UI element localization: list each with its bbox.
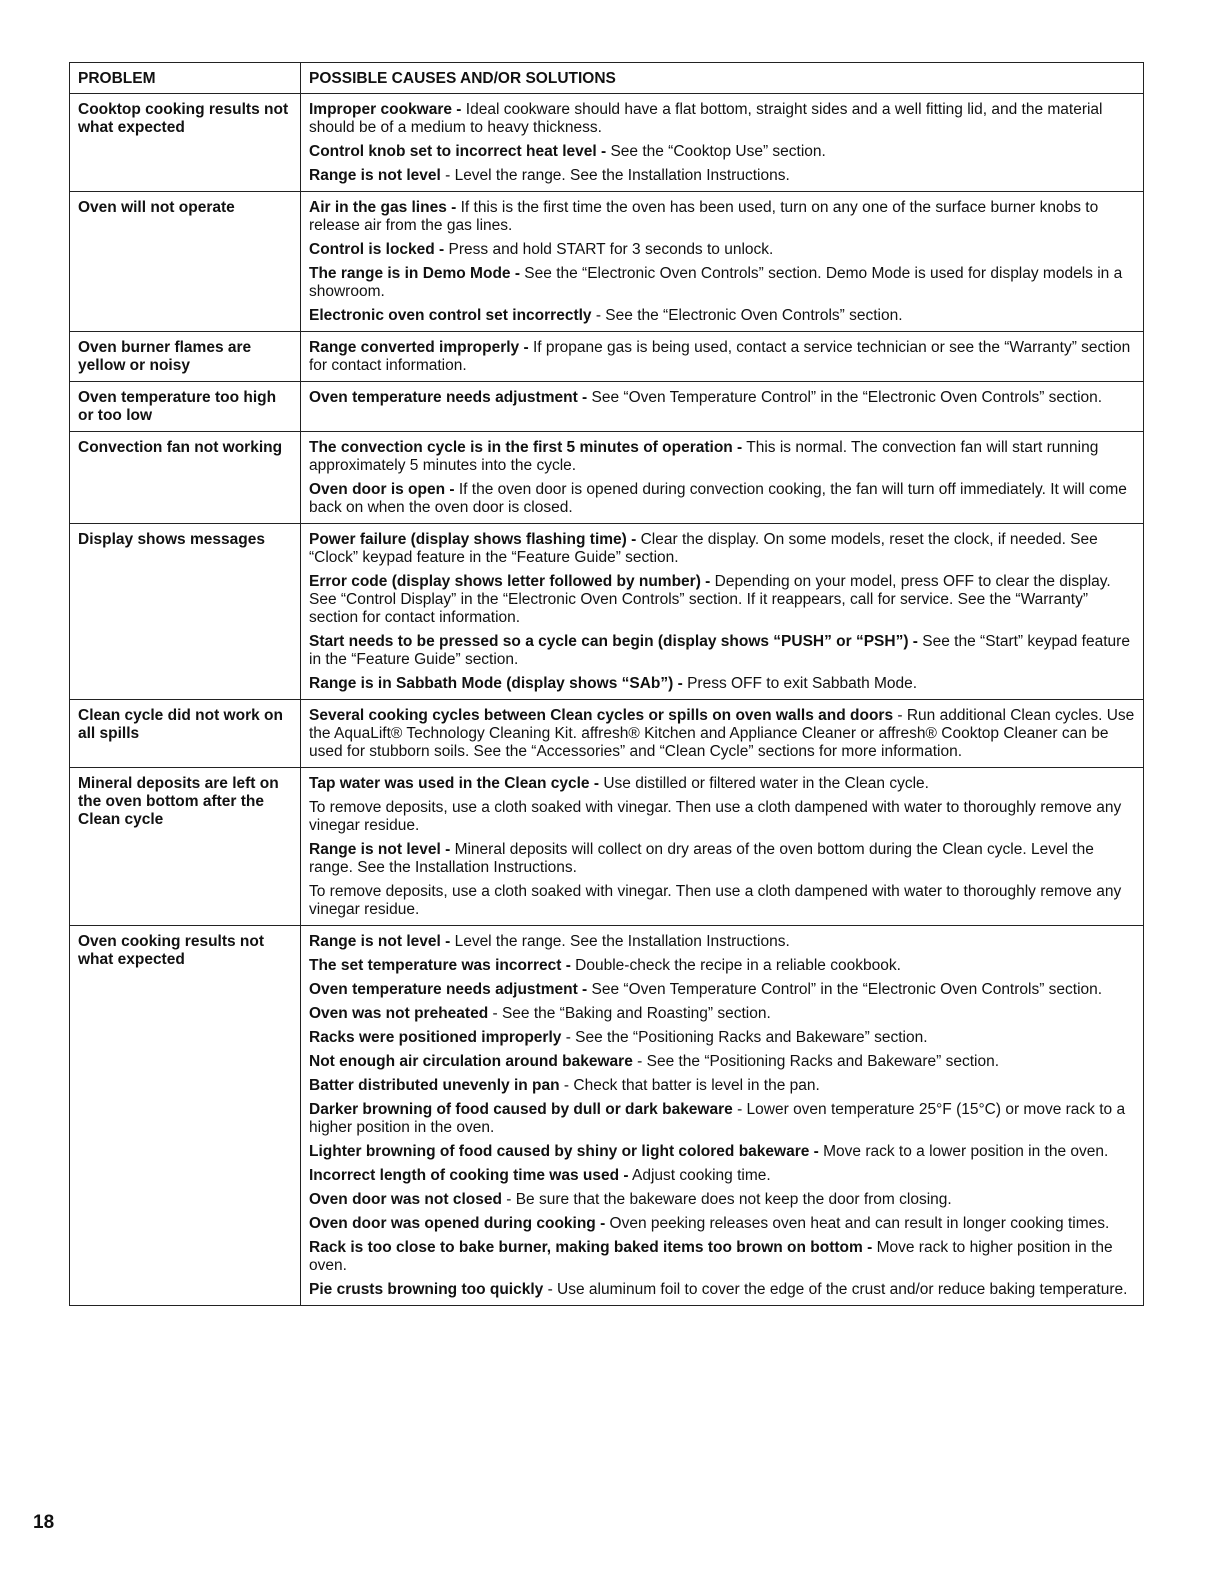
problem-cell: Convection fan not working <box>70 432 301 524</box>
table-row <box>70 382 1144 432</box>
solution-item <box>309 1281 1135 1299</box>
solution-text: If this is the first time the oven has been used, turn on any one of the surface burner knobs to release air from the gas lines. <box>309 199 1099 234</box>
solution-cause: The convection cycle is in the first 5 minutes of operation - <box>309 439 743 456</box>
solution-text: - See the “Baking and Roasting” section. <box>488 1005 771 1022</box>
solution-text: Use distilled or filtered water in the Clean cycle. <box>599 775 929 792</box>
solution-text: - Check that batter is level in the pan. <box>559 1077 820 1094</box>
solution-text: Adjust cooking time. <box>628 1167 771 1184</box>
solution-text: This is normal. The convection fan will start running approximately 5 minutes into the cycle. <box>309 439 1099 474</box>
solution-text: - See the “Positioning Racks and Bakeware” section. <box>632 1053 1000 1070</box>
solution-text: If the oven door is opened during convection cooking, the fan will turn off immediately. It will come back on when the oven door is closed. <box>309 481 1127 516</box>
solution-item <box>309 265 1135 301</box>
solution-item <box>309 167 1135 185</box>
solutions-cell <box>301 768 1144 926</box>
solution-text: Move rack to higher position in the oven. <box>309 1239 1113 1274</box>
solution-item <box>309 439 1135 475</box>
solution-item <box>309 1143 1135 1161</box>
solution-cause: The range is in Demo Mode - <box>309 265 520 282</box>
solution-item <box>309 143 1135 161</box>
solution-item <box>309 1191 1135 1209</box>
table-header-row <box>70 63 1144 94</box>
solution-item <box>309 199 1135 235</box>
solutions-cell <box>301 382 1144 432</box>
solution-cause: Tap water was used in the Clean cycle - <box>309 775 600 792</box>
solution-cause: Error code (display shows letter followed by number) - <box>309 573 711 590</box>
solution-text: Mineral deposits will collect on dry areas of the oven bottom during the Clean cycle. Level the range. See the Installation Instructions. <box>309 841 1094 876</box>
solution-text: - Be sure that the bakeware does not keep the door from closing. <box>501 1191 952 1208</box>
solution-cause: Electronic oven control set incorrectly <box>309 307 592 324</box>
solution-text: Press and hold START for 3 seconds to unlock. <box>444 241 774 258</box>
solution-text: - See the “Positioning Racks and Bakeware” section. <box>561 1029 928 1046</box>
solution-item <box>309 883 1135 919</box>
solution-text: See the “Electronic Oven Controls” section. Demo Mode is used for display models in a showroom. <box>309 265 1123 300</box>
table-row <box>70 700 1144 768</box>
solution-text: - Level the range. See the Installation Instructions. <box>440 167 790 184</box>
solution-cause: Oven was not preheated <box>309 1005 489 1022</box>
solution-item <box>309 1215 1135 1233</box>
solution-item <box>309 981 1135 999</box>
solution-cause: Batter distributed unevenly in pan <box>309 1077 560 1094</box>
solution-cause: Pie crusts browning too quickly <box>309 1281 544 1298</box>
solution-cause: Lighter browning of food caused by shiny or light colored bakeware - <box>309 1143 819 1160</box>
solution-cause: Oven door was not closed <box>309 1191 502 1208</box>
solution-item <box>309 841 1135 877</box>
solutions-cell <box>301 332 1144 382</box>
solution-cause: Range is not level - <box>309 933 451 950</box>
solution-cause: Oven temperature needs adjustment - <box>309 981 588 998</box>
solution-text: - Use aluminum foil to cover the edge of the crust and/or reduce baking temperature. <box>543 1281 1128 1298</box>
solution-item <box>309 101 1135 137</box>
solution-cause: Range is not level - <box>309 841 451 858</box>
solutions-cell <box>301 524 1144 700</box>
solution-item <box>309 1029 1135 1047</box>
solution-item <box>309 1101 1135 1137</box>
solution-item <box>309 633 1135 669</box>
solution-text: - See the “Electronic Oven Controls” section. <box>591 307 903 324</box>
solutions-cell <box>301 192 1144 332</box>
solution-item <box>309 933 1135 951</box>
solution-item <box>309 531 1135 567</box>
problem-cell: Clean cycle did not work on all spills <box>70 700 301 768</box>
solution-text: Depending on your model, press OFF to clear the display. See “Control Display” in the “Electronic Oven Controls” section. If it reappears, call for service. See the “Warranty” section for contact information. <box>309 573 1111 626</box>
table-body <box>70 94 1144 1306</box>
table-row <box>70 94 1144 192</box>
problem-cell: Oven temperature too high or too low <box>70 382 301 432</box>
solution-cause: Range converted improperly - <box>309 339 529 356</box>
solution-item <box>309 389 1135 407</box>
solutions-column-header: POSSIBLE CAUSES AND/OR SOLUTIONS <box>301 63 1144 94</box>
solution-item <box>309 241 1135 259</box>
solution-cause: Range is in Sabbath Mode (display shows “SAb”) - <box>309 675 683 692</box>
solution-item <box>309 1239 1135 1275</box>
solution-cause: Control knob set to incorrect heat level - <box>309 143 607 160</box>
solution-item <box>309 707 1135 761</box>
solution-text: If propane gas is being used, contact a service technician or see the “Warranty” section for contact information. <box>309 339 1131 374</box>
page-number: 18 <box>33 1512 55 1533</box>
solution-cause: Control is locked - <box>309 241 445 258</box>
solution-text: To remove deposits, use a cloth soaked with vinegar. Then use a cloth dampened with water to thoroughly remove any vinegar residue. <box>309 799 1122 834</box>
solution-cause: Oven temperature needs adjustment - <box>309 389 588 406</box>
solution-cause: Air in the gas lines - <box>309 199 457 216</box>
solution-item <box>309 481 1135 517</box>
solution-item <box>309 799 1135 835</box>
solution-cause: Not enough air circulation around bakeware <box>309 1053 633 1070</box>
troubleshooting-table <box>69 62 1144 1306</box>
table-row <box>70 332 1144 382</box>
solution-cause: Several cooking cycles between Clean cycles or spills on oven walls and doors <box>309 707 894 724</box>
problem-cell: Mineral deposits are left on the oven bottom after the Clean cycle <box>70 768 301 926</box>
solution-text: Ideal cookware should have a flat bottom, straight sides and a well fitting lid, and the material should be of a medium to heavy thickness. <box>309 101 1103 136</box>
problem-cell: Oven burner flames are yellow or noisy <box>70 332 301 382</box>
solution-cause: Rack is too close to bake burner, making baked items too brown on bottom - <box>309 1239 873 1256</box>
solution-cause: Racks were positioned improperly <box>309 1029 562 1046</box>
solution-text: Double-check the recipe in a reliable cookbook. <box>570 957 901 974</box>
problem-cell: Oven will not operate <box>70 192 301 332</box>
solution-cause: Incorrect length of cooking time was used - <box>309 1167 629 1184</box>
problem-cell: Display shows messages <box>70 524 301 700</box>
solution-item <box>309 675 1135 693</box>
solution-text: To remove deposits, use a cloth soaked with vinegar. Then use a cloth dampened with water to thoroughly remove any vinegar residue. <box>309 883 1122 918</box>
solution-cause: The set temperature was incorrect - <box>309 957 571 974</box>
solution-cause: Improper cookware - <box>309 101 462 118</box>
table-row <box>70 768 1144 926</box>
solution-text: Clear the display. On some models, reset the clock, if needed. See “Clock” keypad feature in the “Feature Guide” section. <box>309 531 1098 566</box>
solutions-cell <box>301 432 1144 524</box>
solution-cause: Power failure (display shows flashing time) - <box>309 531 637 548</box>
table-row <box>70 926 1144 1306</box>
solution-cause: Range is not level <box>309 167 441 184</box>
table-row <box>70 192 1144 332</box>
problem-cell: Oven cooking results not what expected <box>70 926 301 1306</box>
solution-text: See the “Cooktop Use” section. <box>606 143 826 160</box>
solution-text: See “Oven Temperature Control” in the “Electronic Oven Controls” section. <box>587 389 1103 406</box>
solution-text: Press OFF to exit Sabbath Mode. <box>682 675 918 692</box>
solution-text: See the “Start” keypad feature in the “Feature Guide” section. <box>309 633 1130 668</box>
solution-cause: Oven door is open - <box>309 481 455 498</box>
solution-text: Oven peeking releases oven heat and can result in longer cooking times. <box>605 1215 1110 1232</box>
solution-item <box>309 307 1135 325</box>
solution-item <box>309 775 1135 793</box>
problem-column-header: PROBLEM <box>70 63 301 94</box>
solution-item <box>309 957 1135 975</box>
solution-text: See “Oven Temperature Control” in the “Electronic Oven Controls” section. <box>587 981 1103 998</box>
solutions-cell <box>301 94 1144 192</box>
solution-cause: Darker browning of food caused by dull or dark bakeware <box>309 1101 733 1118</box>
solution-item <box>309 1077 1135 1095</box>
solution-text: - Lower oven temperature 25°F (15°C) or move rack to a higher position in the oven. <box>309 1101 1126 1136</box>
solution-text: - Run additional Clean cycles. Use the AquaLift® Technology Cleaning Kit. affresh® Kitchen and Appliance Cleaner or affresh® Cooktop Cleaner can be used for stubborn soils. See the “Accessories” and “Clean Cycle” sections for more information. <box>309 707 1135 760</box>
table-row <box>70 432 1144 524</box>
solution-text: Move rack to a lower position in the oven. <box>818 1143 1109 1160</box>
solution-cause: Oven door was opened during cooking - <box>309 1215 606 1232</box>
solution-text: Level the range. See the Installation Instructions. <box>450 933 790 950</box>
solution-item <box>309 339 1135 375</box>
table-row <box>70 524 1144 700</box>
solutions-cell <box>301 700 1144 768</box>
solution-item <box>309 573 1135 627</box>
solution-item <box>309 1167 1135 1185</box>
solution-item <box>309 1005 1135 1023</box>
solutions-cell <box>301 926 1144 1306</box>
problem-cell: Cooktop cooking results not what expected <box>70 94 301 192</box>
solution-cause: Start needs to be pressed so a cycle can begin (display shows “PUSH” or “PSH”) - <box>309 633 918 650</box>
solution-item <box>309 1053 1135 1071</box>
